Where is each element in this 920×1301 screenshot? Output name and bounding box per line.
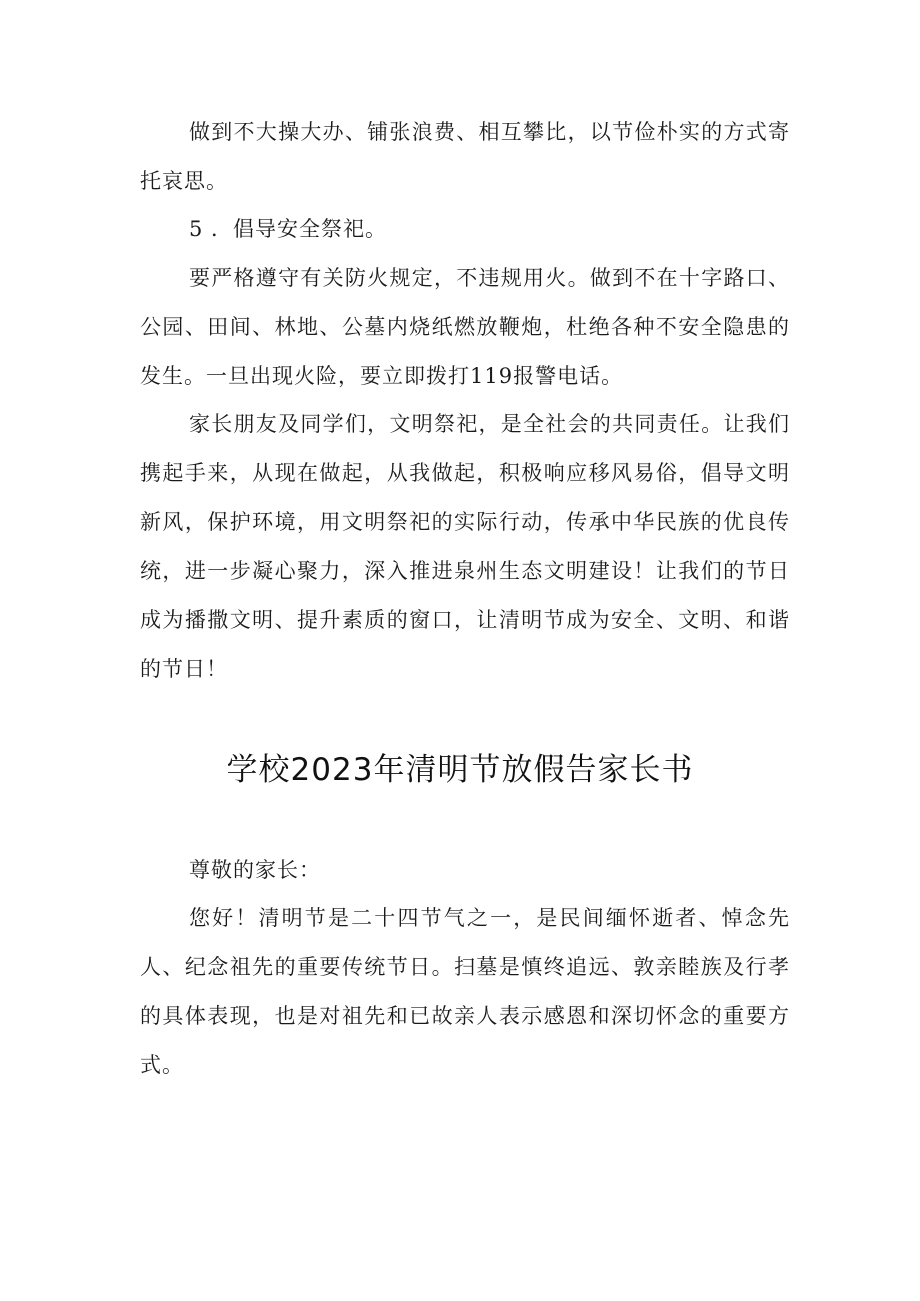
paragraph-qingming-intro: 您好！清明节是二十四节气之一，是民间缅怀逝者、悼念先人、纪念祖先的重要传统节日。扫墓是慎终追远、敦亲睦族及行孝的具体表现，也是对祖先和已故亲人表示感恩和深切怀念的重要方式。 — [140, 906, 790, 1077]
paragraph-fire-safety: 要严格遵守有关防火规定，不违规用火。做到不在十字路口、公园、田间、林地、公墓内烧纸燃放鞭炮，杜绝各种不安全隐患的发生。一旦出现火险，要立即拨打119报警电话。 — [140, 266, 790, 388]
salutation: 尊敬的家长： — [189, 858, 321, 882]
paragraph-frugal-mourning: 做到不大操大办、铺张浪费、相互攀比，以节俭朴实的方式寄托哀思。 — [140, 120, 790, 193]
paragraph-safety-heading: 5 ．倡导安全祭祀。 — [189, 217, 388, 241]
paragraph-civilized-appeal: 家长朋友及同学们，文明祭祀，是全社会的共同责任。让我们携起手来，从现在做起，从我做起，积极响应移风易俗，倡导文明新风，保护环境，用文明祭祀的实际行动，传承中华民族的优良传统，进一步凝心聚力，深入推进泉州生态文明建设！让我们的节日成为播撒文明、提升素质的窗口，让清明节成为安全、文明、和谐的节日！ — [140, 412, 790, 681]
document-title: 学校2023年清明节放假告家长书 — [226, 752, 694, 788]
